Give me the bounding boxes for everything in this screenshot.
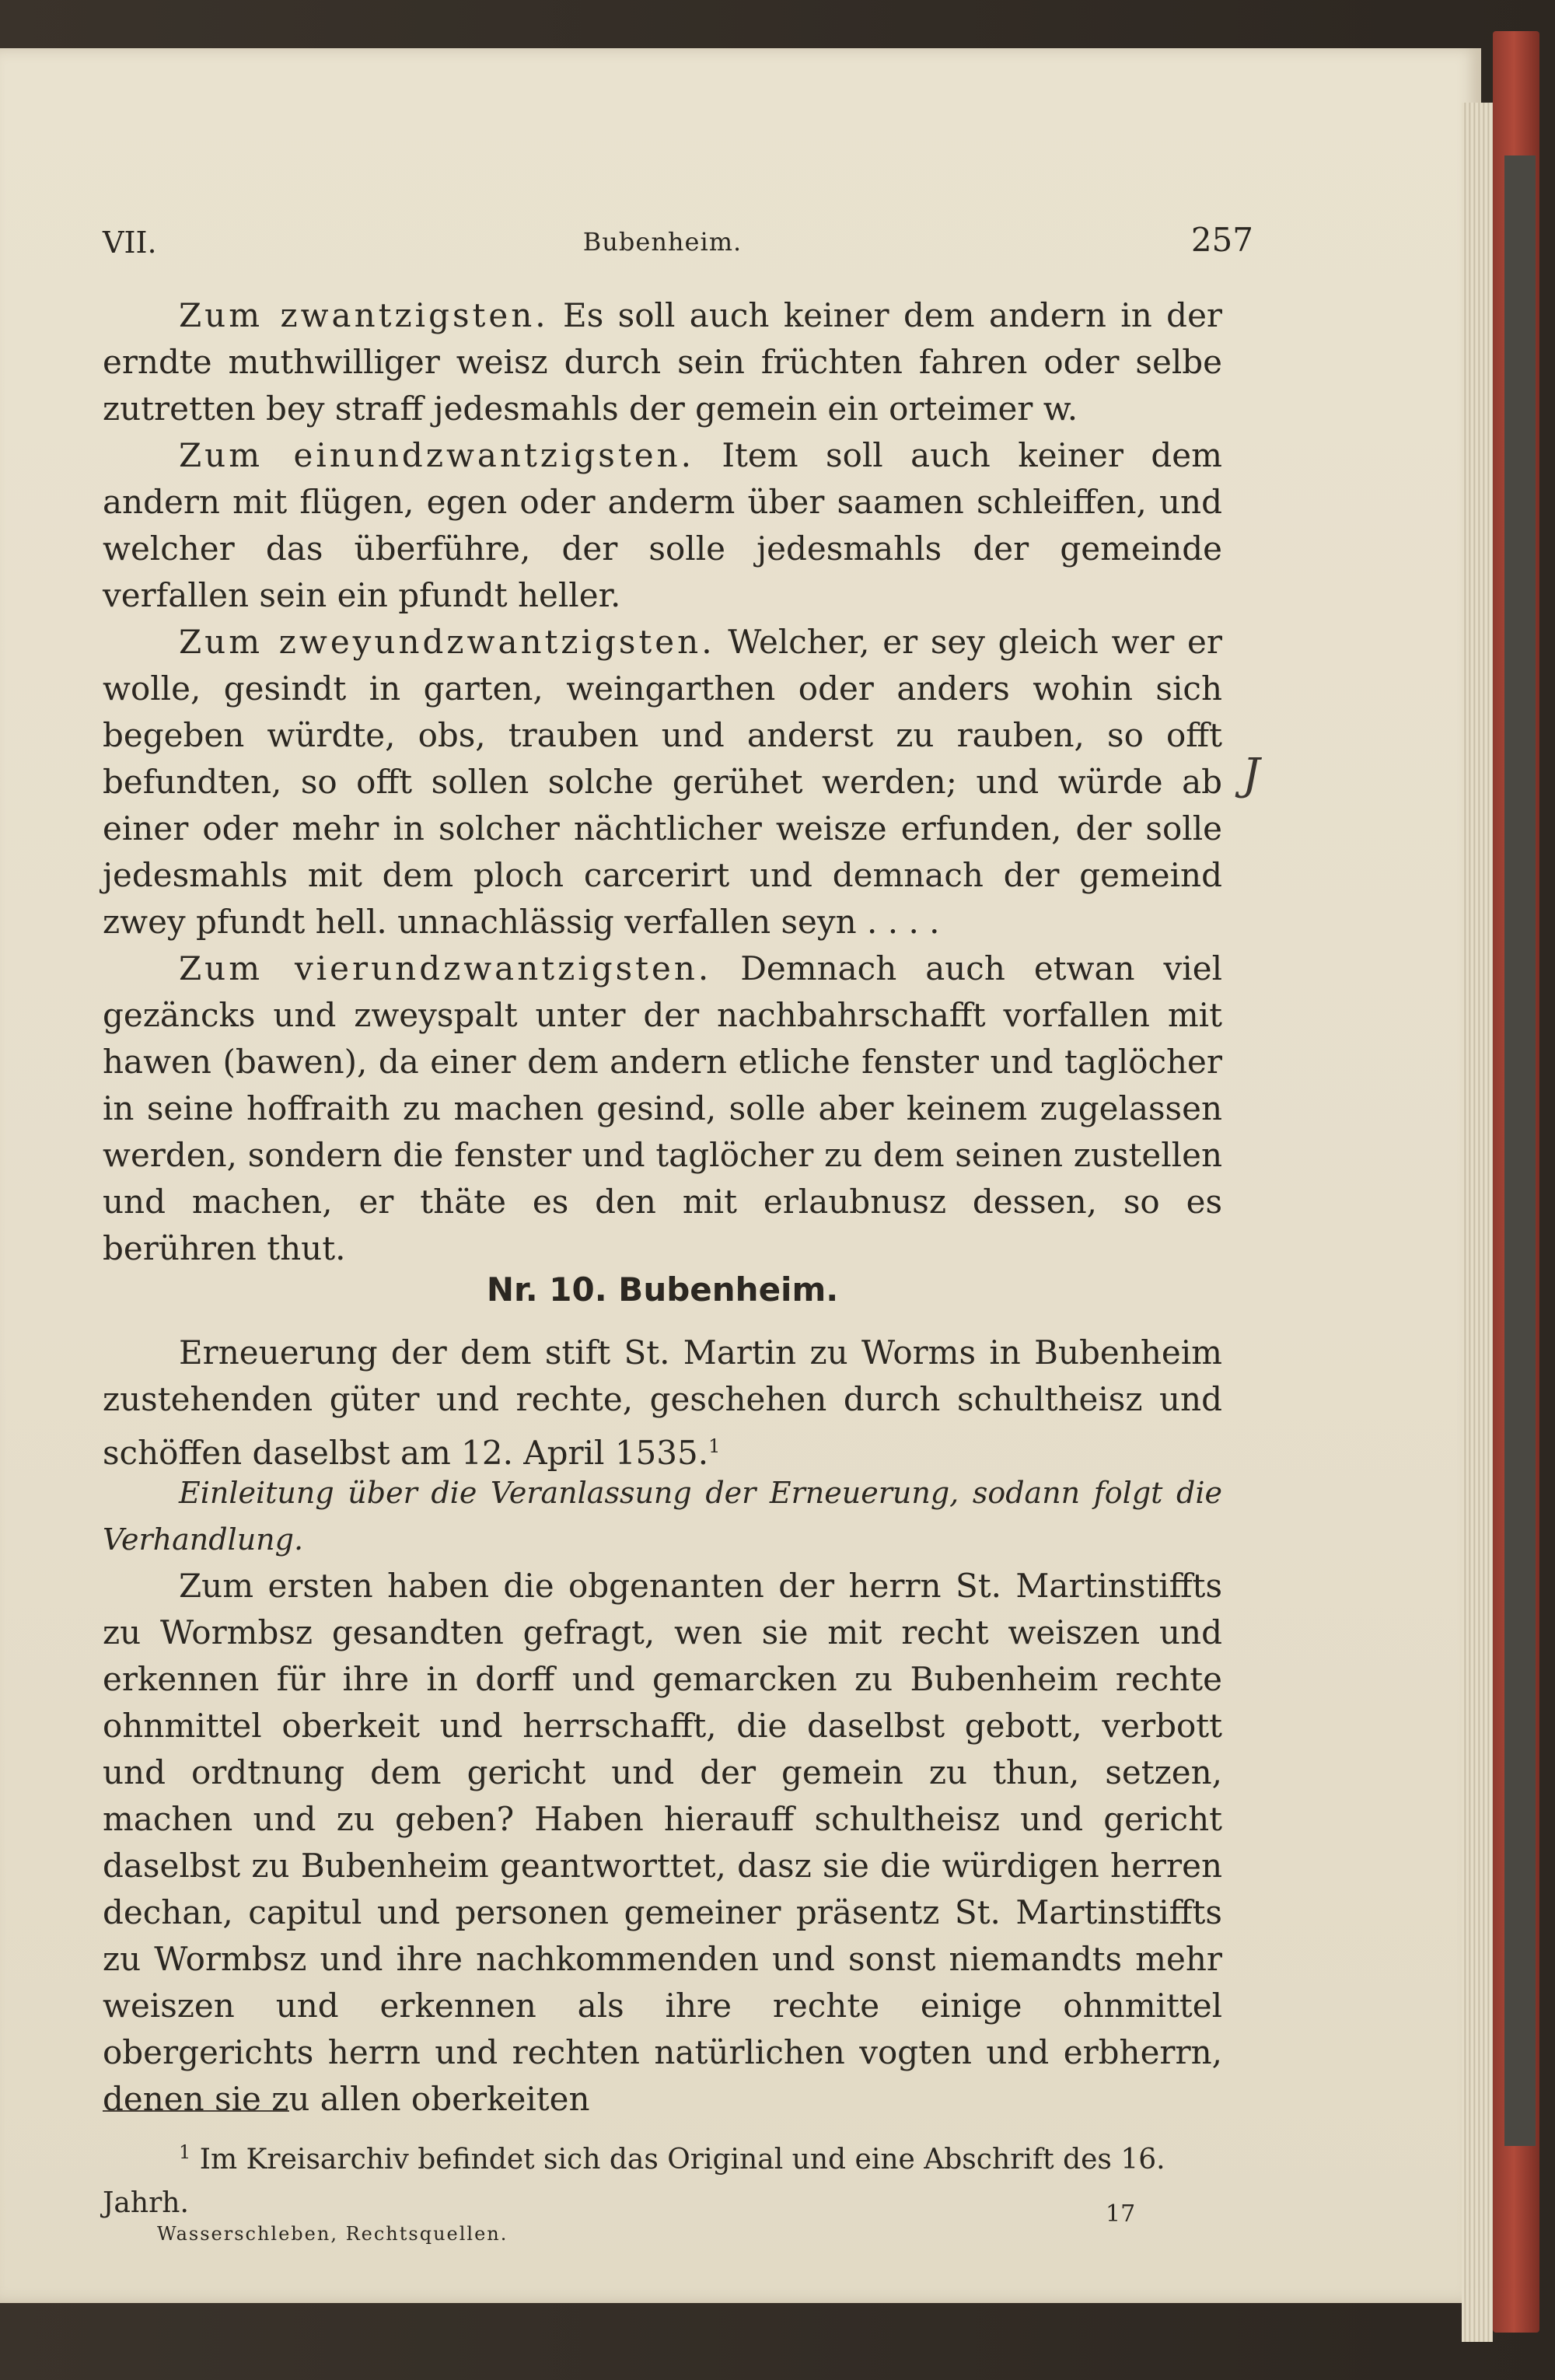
sheet-signature: Wasserschleben, Rechtsquellen.: [157, 2223, 508, 2245]
paragraph-22: [103, 619, 1222, 945]
paragraph-lead: Zum vierundzwantzigsten.: [179, 949, 712, 987]
paragraph-24: [103, 945, 1222, 1272]
running-title: Bubenheim.: [582, 227, 743, 257]
paragraph-lead: Zum zwantzigsten.: [179, 296, 549, 334]
paragraph-lead: Zum zweyundzwantzigsten.: [179, 623, 715, 661]
footnote-marker: 1: [179, 2141, 191, 2163]
paragraph-20: [103, 292, 1222, 432]
section-intro-text: Erneuerung der dem stift St. Martin zu Worms in Bubenheim zustehenden güter und rechte, geschehen durch schultheisz und schöffen daselbst am 12. April 1535.: [103, 1333, 1222, 1472]
footnote: [103, 2130, 1222, 2225]
page-edge-stack: [1462, 103, 1493, 2342]
paragraph-text: Es soll auch keiner dem andern in der erndte muthwilliger weisz durch sein früchten fahren oder selbe zutretten bey straff jedesmahls der gemein ein orteimer w.: [103, 296, 1223, 428]
footnote-reference: 1: [708, 1435, 721, 1457]
section-intro: [103, 1330, 1222, 1477]
margin-annotation: J: [1242, 750, 1260, 800]
sheet-number: 17: [1106, 2200, 1136, 2228]
footnote-text: Im Kreisarchiv befindet sich das Original und eine Abschrift des 16. Jahrh.: [103, 2144, 1165, 2219]
paragraph-text: Item soll auch keiner dem andern mit flügen, egen oder anderm über saamen schleiffen, und welcher das überführe, der solle jedesmahls der gemeinde verfallen sein ein pfundt heller.: [103, 436, 1222, 614]
footnote-rule: [103, 2110, 289, 2112]
book-spine-dark: [1504, 156, 1536, 2146]
paragraph-lead: Zum einundzwantzigsten.: [179, 436, 694, 474]
paragraph-text: Demnach auch etwan viel gezäncks und zweyspalt unter der nachbahrschafft vorfallen mit hawen (bawen), da einer dem andern etliche fenster und taglöcher in seine hoffraith zu machen gesind, solle aber keinem zugelassen werden, sondern die fenster und taglöcher zu dem seinen zustellen und machen, er thäte es den mit erlaubnusz dessen, so es berühren thut.: [103, 949, 1222, 1267]
paragraph-text: Welcher, er sey gleich wer er wolle, gesindt in garten, weingarthen oder anders wohin sich begeben würdte, obs, trauben und anderst zu rauben, so offt befundten, so offt sollen solche gerühet werden; und würde ab einer oder mehr in solcher nächtlicher weisze erfunden, der solle jedesmahls mit dem ploch carcerirt und demnach der gemeind zwey pfundt hell. unnachlässig verfallen seyn . . . .: [103, 623, 1222, 941]
section-italic-note: Einleitung über die Veranlassung der Erneuerung, sodann folgt die Verhandlung.: [103, 1476, 1222, 1557]
section-body: Zum ersten haben die obgenanten der herrn St. Martinstiffts zu Wormbsz gesandten gefragt, wen sie mit recht weiszen und erkennen für ihre in dorff und gemarcken zu Bubenheim rechte ohnmittel oberkeit und herrschafft, die daselbst gebott, verbott und ordtnung dem gericht und der gemein zu thun, setzen, machen und zu geben? Haben hierauff schultheisz und gericht daselbst zu Bubenheim geantworttet, dasz sie die würdigen herren dechan, capitul und personen gemeiner präsentz St. Martinstiffts zu Wormbsz und ihre nachkommenden und sonst niemandts mehr weiszen und erkennen als ihre rechte einige ohnmittel obergerichts herrn und rechten natürlichen vogten und erbherrn, denen sie zu allen oberkeiten: [103, 1567, 1222, 2118]
paragraph-21: [103, 432, 1222, 619]
page-number: 257: [1190, 221, 1253, 259]
section-title: Nr. 10. Bubenheim.: [486, 1270, 839, 1309]
book-page: [0, 48, 1481, 2303]
chapter-label: VII.: [103, 225, 157, 260]
running-header: [103, 221, 1253, 264]
